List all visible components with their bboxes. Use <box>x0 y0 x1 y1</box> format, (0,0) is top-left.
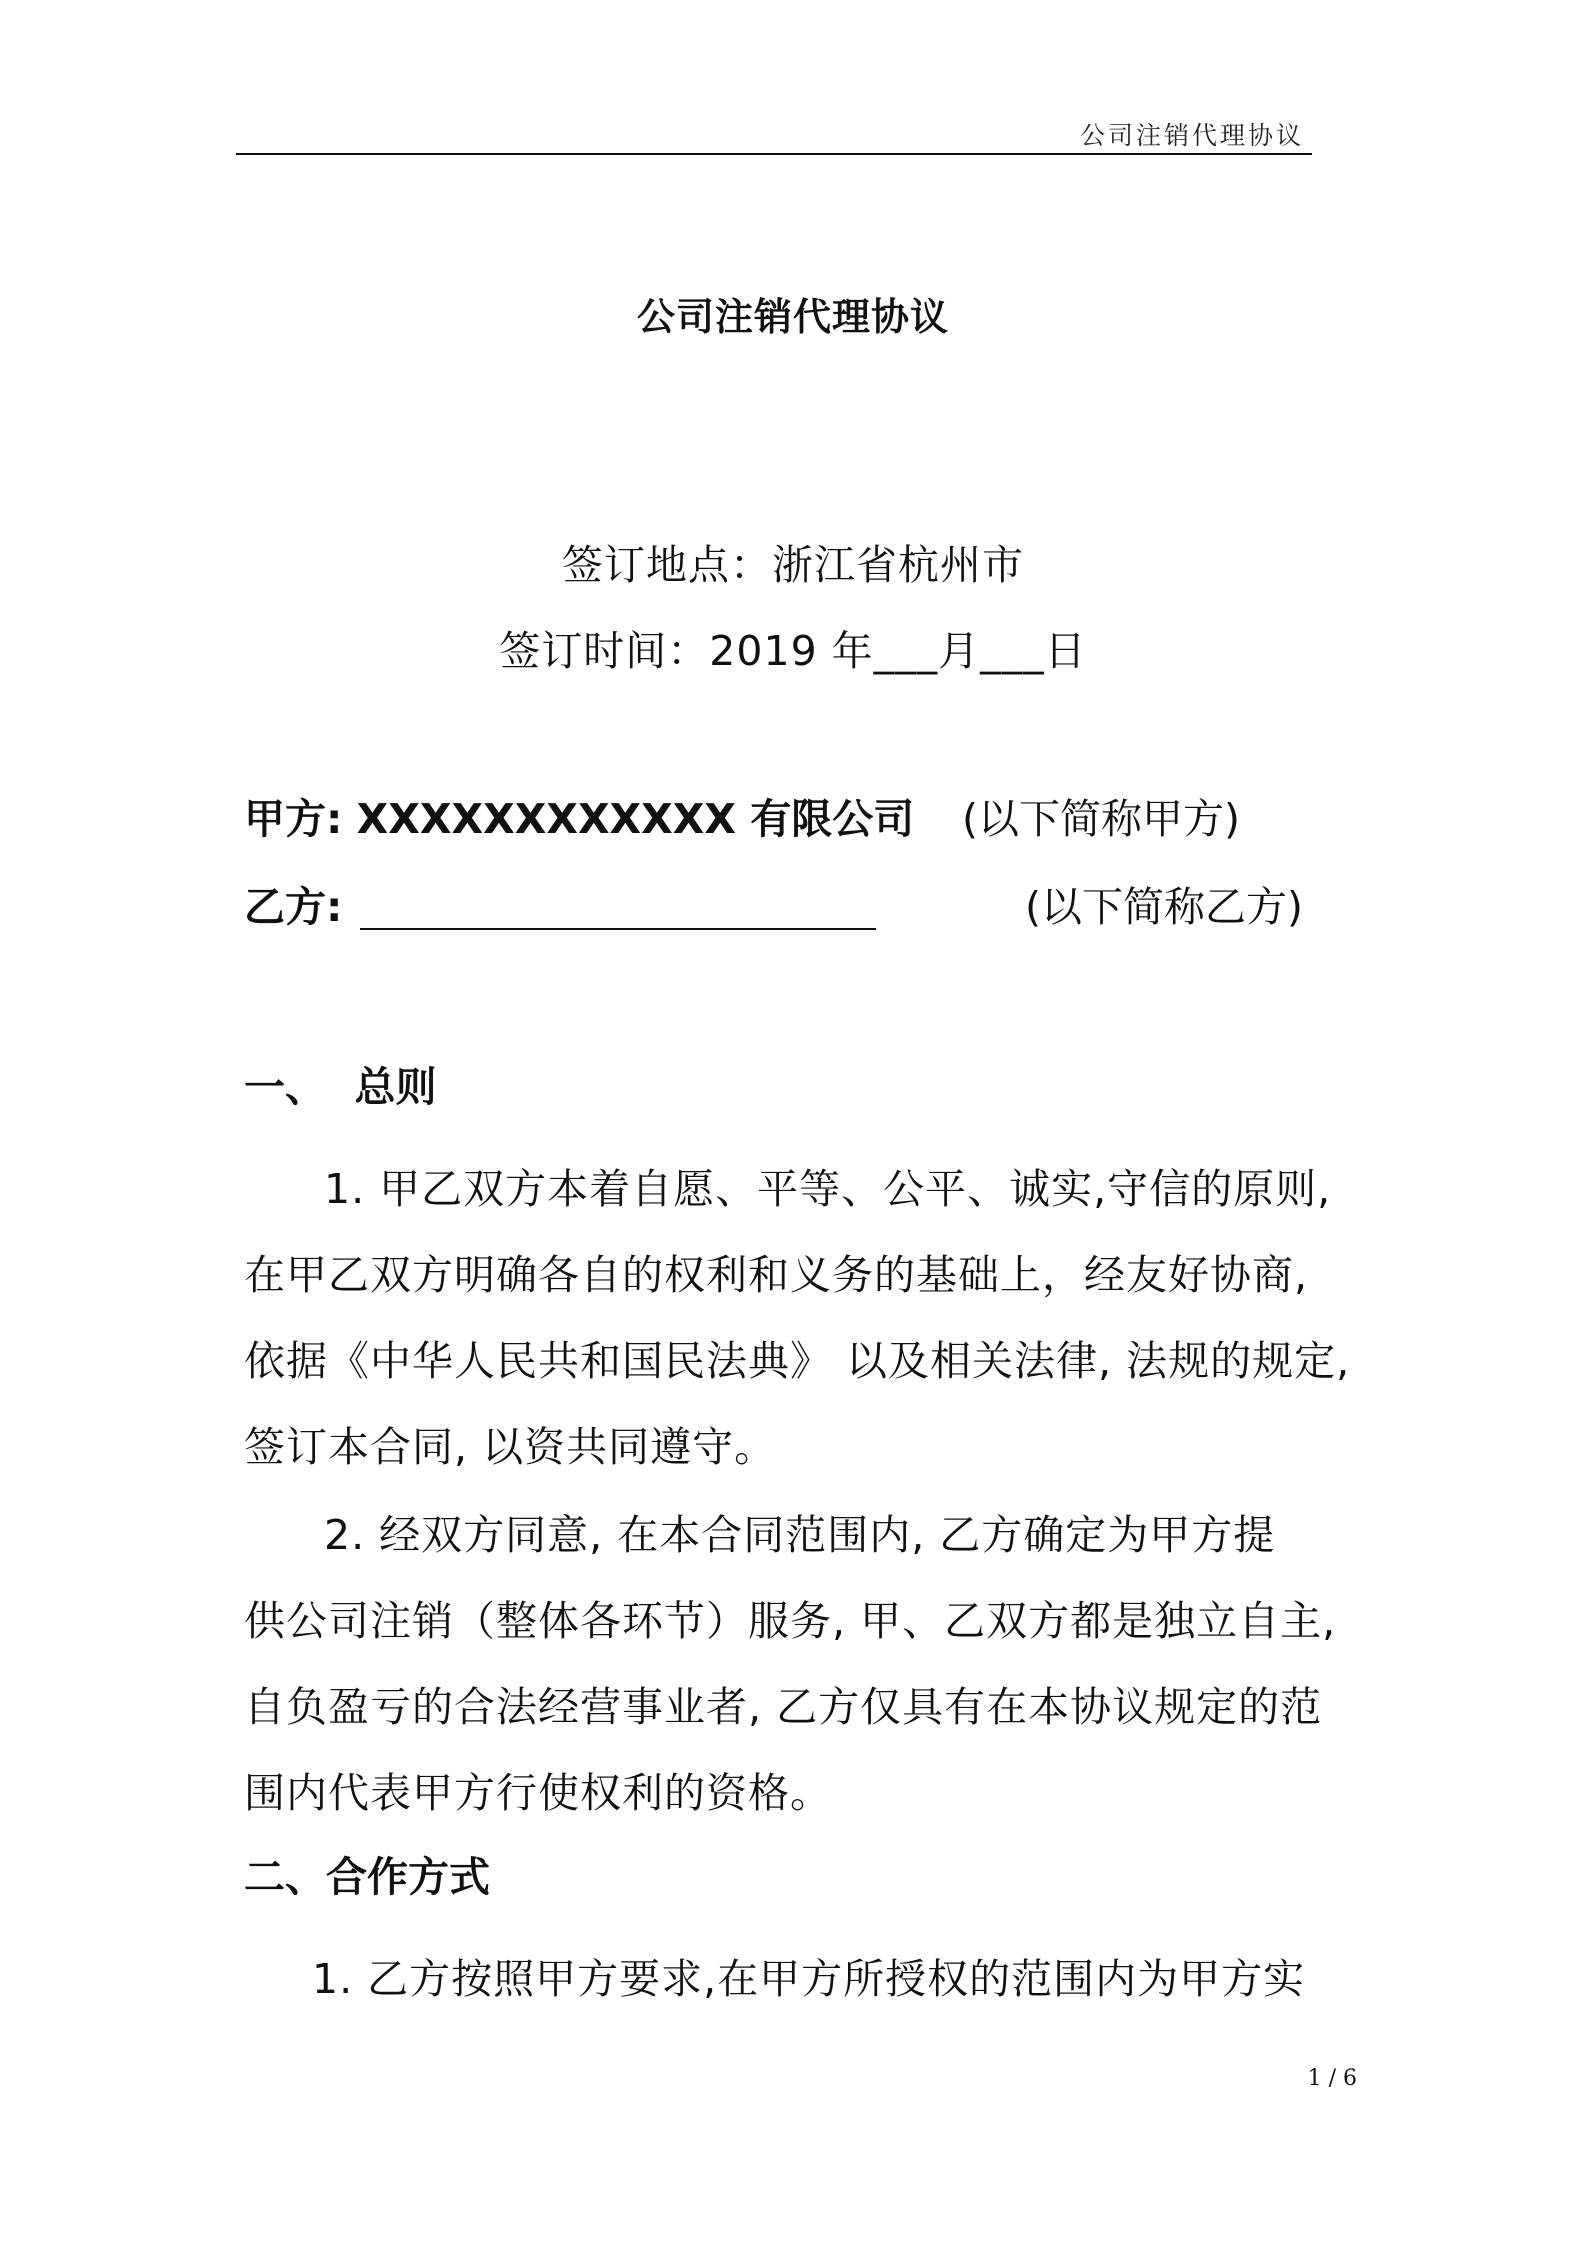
party-b-note: (以下简称乙方) <box>1025 883 1303 931</box>
header-divider <box>236 153 1312 155</box>
paragraph-line: 供公司注销（整体各环节）服务, 甲、乙双方都是独立自主, <box>244 1597 1337 1645</box>
paragraph-line: 在甲乙双方明确各自的权利和义务的基础上，经友好协商, <box>244 1251 1309 1299</box>
paragraph-line: 围内代表甲方行使权利的资格。 <box>244 1769 832 1817</box>
page-number: 1 / 6 <box>1307 2066 1357 2091</box>
party-b-label: 乙方: <box>244 883 343 931</box>
party-b-blank-line <box>360 928 876 930</box>
paragraph-line: 1. 乙方按照甲方要求,在甲方所授权的范围内为甲方实 <box>312 1955 1306 2003</box>
party-a-label: 甲方: XXXXXXXXXXXX 有限公司 <box>244 795 915 843</box>
paragraph-line: 1. 甲乙双方本着自愿、平等、公平、诚实,守信的原则, <box>324 1165 1332 1213</box>
sign-place: 签订地点：浙江省杭州市 <box>562 541 1024 589</box>
paragraph-line: 签订本合同, 以资共同遵守。 <box>244 1423 777 1471</box>
section-heading: 二、合作方式 <box>244 1853 490 1901</box>
sign-time: 签订时间：2019 年___月___日 <box>499 627 1087 675</box>
running-header: 公司注销代理协议 <box>1079 121 1304 150</box>
section-heading: 一、 总则 <box>244 1063 437 1111</box>
paragraph-line: 依据《中华人民共和国民法典》 以及相关法律, 法规的规定, <box>244 1337 1351 1385</box>
party-a-note: (以下简称甲方) <box>962 795 1240 843</box>
paragraph-line: 自负盈亏的合法经营事业者, 乙方仅具有在本协议规定的范 <box>244 1683 1323 1731</box>
document-title: 公司注销代理协议 <box>636 295 949 339</box>
paragraph-line: 2. 经双方同意, 在本合同范围内, 乙方确定为甲方提 <box>324 1511 1276 1559</box>
